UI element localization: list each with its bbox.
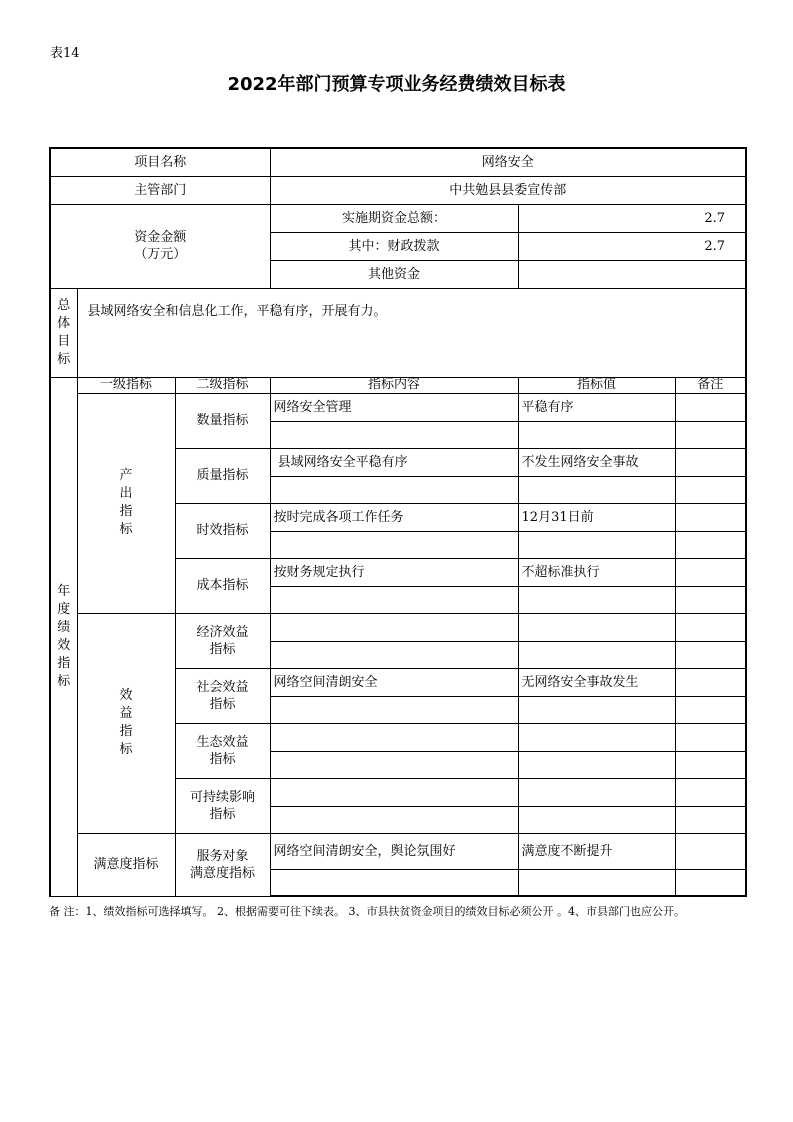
department-label: 主管部门 (50, 176, 270, 204)
quality-content-2 (270, 476, 518, 503)
quantity-remark-2 (675, 421, 746, 448)
quality-remark-2 (675, 476, 746, 503)
social-label-line1: 社会效益 (196, 679, 249, 695)
total-fund-label: 实施期资金总额： (270, 204, 518, 232)
overall-goal-label-cell (50, 288, 77, 377)
header-value: 指标值 (518, 377, 675, 393)
ecological-remark (675, 723, 746, 751)
fiscal-fund-label: 其中：财政拨款 (270, 232, 518, 260)
economic-content (270, 613, 518, 641)
service-remark-2 (675, 869, 746, 896)
service-indicator-label (175, 833, 270, 896)
benefit-indicators-cell (77, 613, 175, 833)
timeliness-indicator-label: 时效指标 (175, 503, 270, 558)
project-name-value: 网络安全 (270, 148, 746, 176)
ecological-content-2 (270, 751, 518, 778)
benefit-indicators-label: 效益指标 (119, 688, 133, 757)
quantity-content-2 (270, 421, 518, 448)
social-content-2 (270, 696, 518, 723)
overall-goal-label: 总体目标 (57, 297, 71, 367)
economic-value-2 (518, 641, 675, 668)
service-label-line1: 服务对象 (196, 848, 249, 864)
economic-value (518, 613, 675, 641)
ecological-value (518, 723, 675, 751)
economic-remark-2 (675, 641, 746, 668)
fiscal-fund-value: 2.7 (518, 232, 746, 260)
quality-indicator-label: 质量指标 (175, 448, 270, 503)
cost-value-2 (518, 586, 675, 613)
quantity-value-2 (518, 421, 675, 448)
output-indicators-label: 产出指标 (119, 468, 133, 537)
timeliness-content-2 (270, 531, 518, 558)
ecological-label-line2: 指标 (209, 751, 236, 767)
project-name-label: 项目名称 (50, 148, 270, 176)
ecological-label-line1: 生态效益 (196, 734, 249, 750)
page-title: 2022年部门预算专项业务经费绩效目标表 (227, 74, 566, 95)
header-content: 指标内容 (270, 377, 518, 393)
social-content: 网络空间清朗安全 (270, 668, 518, 696)
other-fund-value (518, 260, 746, 288)
social-remark-2 (675, 696, 746, 723)
annual-indicators-label-cell (50, 377, 77, 896)
department-value: 中共勉县县委宣传部 (270, 176, 746, 204)
ecological-indicator-label (175, 723, 270, 778)
fund-amount-label-cell (50, 204, 270, 288)
service-content-2 (270, 869, 518, 896)
service-remark (675, 833, 746, 869)
sustainable-remark-2 (675, 806, 746, 833)
sustainable-content (270, 778, 518, 806)
header-level1: 一级指标 (77, 377, 175, 393)
fund-amount-label: 资金金额 (134, 230, 187, 245)
sustainable-remark (675, 778, 746, 806)
output-indicators-cell (77, 393, 175, 613)
service-value: 满意度不断提升 (518, 833, 675, 869)
sustainable-value-2 (518, 806, 675, 833)
table-number: 表14 (50, 46, 80, 61)
sustainable-label-line1: 可持续影响 (190, 789, 256, 805)
social-remark (675, 668, 746, 696)
social-value: 无网络安全事故发生 (518, 668, 675, 696)
timeliness-value-2 (518, 531, 675, 558)
quality-remark (675, 448, 746, 476)
quantity-indicator-label: 数量指标 (175, 393, 270, 448)
timeliness-content: 按时完成各项工作任务 (270, 503, 518, 531)
fund-amount-unit: （万元） (134, 247, 187, 262)
overall-goal-text: 县域网络安全和信息化工作，平稳有序，开展有力。 (77, 288, 746, 377)
timeliness-remark (675, 503, 746, 531)
quality-content: 县域网络安全平稳有序 (270, 448, 518, 476)
economic-content-2 (270, 641, 518, 668)
cost-remark (675, 558, 746, 586)
sustainable-indicator-label (175, 778, 270, 833)
ecological-remark-2 (675, 751, 746, 778)
service-value-2 (518, 869, 675, 896)
total-fund-value: 2.7 (518, 204, 746, 232)
header-remark: 备注 (675, 377, 746, 393)
quality-value: 不发生网络安全事故 (518, 448, 675, 476)
sustainable-value (518, 778, 675, 806)
timeliness-remark-2 (675, 531, 746, 558)
cost-content: 按财务规定执行 (270, 558, 518, 586)
service-label-line2: 满意度指标 (190, 865, 256, 881)
economic-label-line1: 经济效益 (196, 624, 249, 640)
footnote: 备 注：1、绩效指标可选择填写。 2、根据需要可往下续表。 3、市县扶贫资金项目的绩效目标必须公开 。4、市县部门也应公开。 (49, 905, 685, 918)
service-content: 网络空间清朗安全，舆论氛围好 (270, 833, 518, 869)
social-indicator-label (175, 668, 270, 723)
performance-table (49, 147, 747, 897)
cost-remark-2 (675, 586, 746, 613)
economic-remark (675, 613, 746, 641)
timeliness-value: 12月31日前 (518, 503, 675, 531)
quantity-content: 网络安全管理 (270, 393, 518, 421)
cost-value: 不超标准执行 (518, 558, 675, 586)
cost-indicator-label: 成本指标 (175, 558, 270, 613)
header-level2: 二级指标 (175, 377, 270, 393)
satisfaction-indicators-label: 满意度指标 (77, 833, 175, 896)
annual-indicators-label: 年度绩效指标 (57, 583, 71, 689)
sustainable-content-2 (270, 806, 518, 833)
economic-indicator-label (175, 613, 270, 668)
quantity-value: 平稳有序 (518, 393, 675, 421)
economic-label-line2: 指标 (209, 641, 236, 657)
social-label-line2: 指标 (209, 696, 236, 712)
quality-value-2 (518, 476, 675, 503)
cost-content-2 (270, 586, 518, 613)
other-fund-label: 其他资金 (270, 260, 518, 288)
ecological-content (270, 723, 518, 751)
ecological-value-2 (518, 751, 675, 778)
social-value-2 (518, 696, 675, 723)
sustainable-label-line2: 指标 (209, 806, 236, 822)
quantity-remark (675, 393, 746, 421)
